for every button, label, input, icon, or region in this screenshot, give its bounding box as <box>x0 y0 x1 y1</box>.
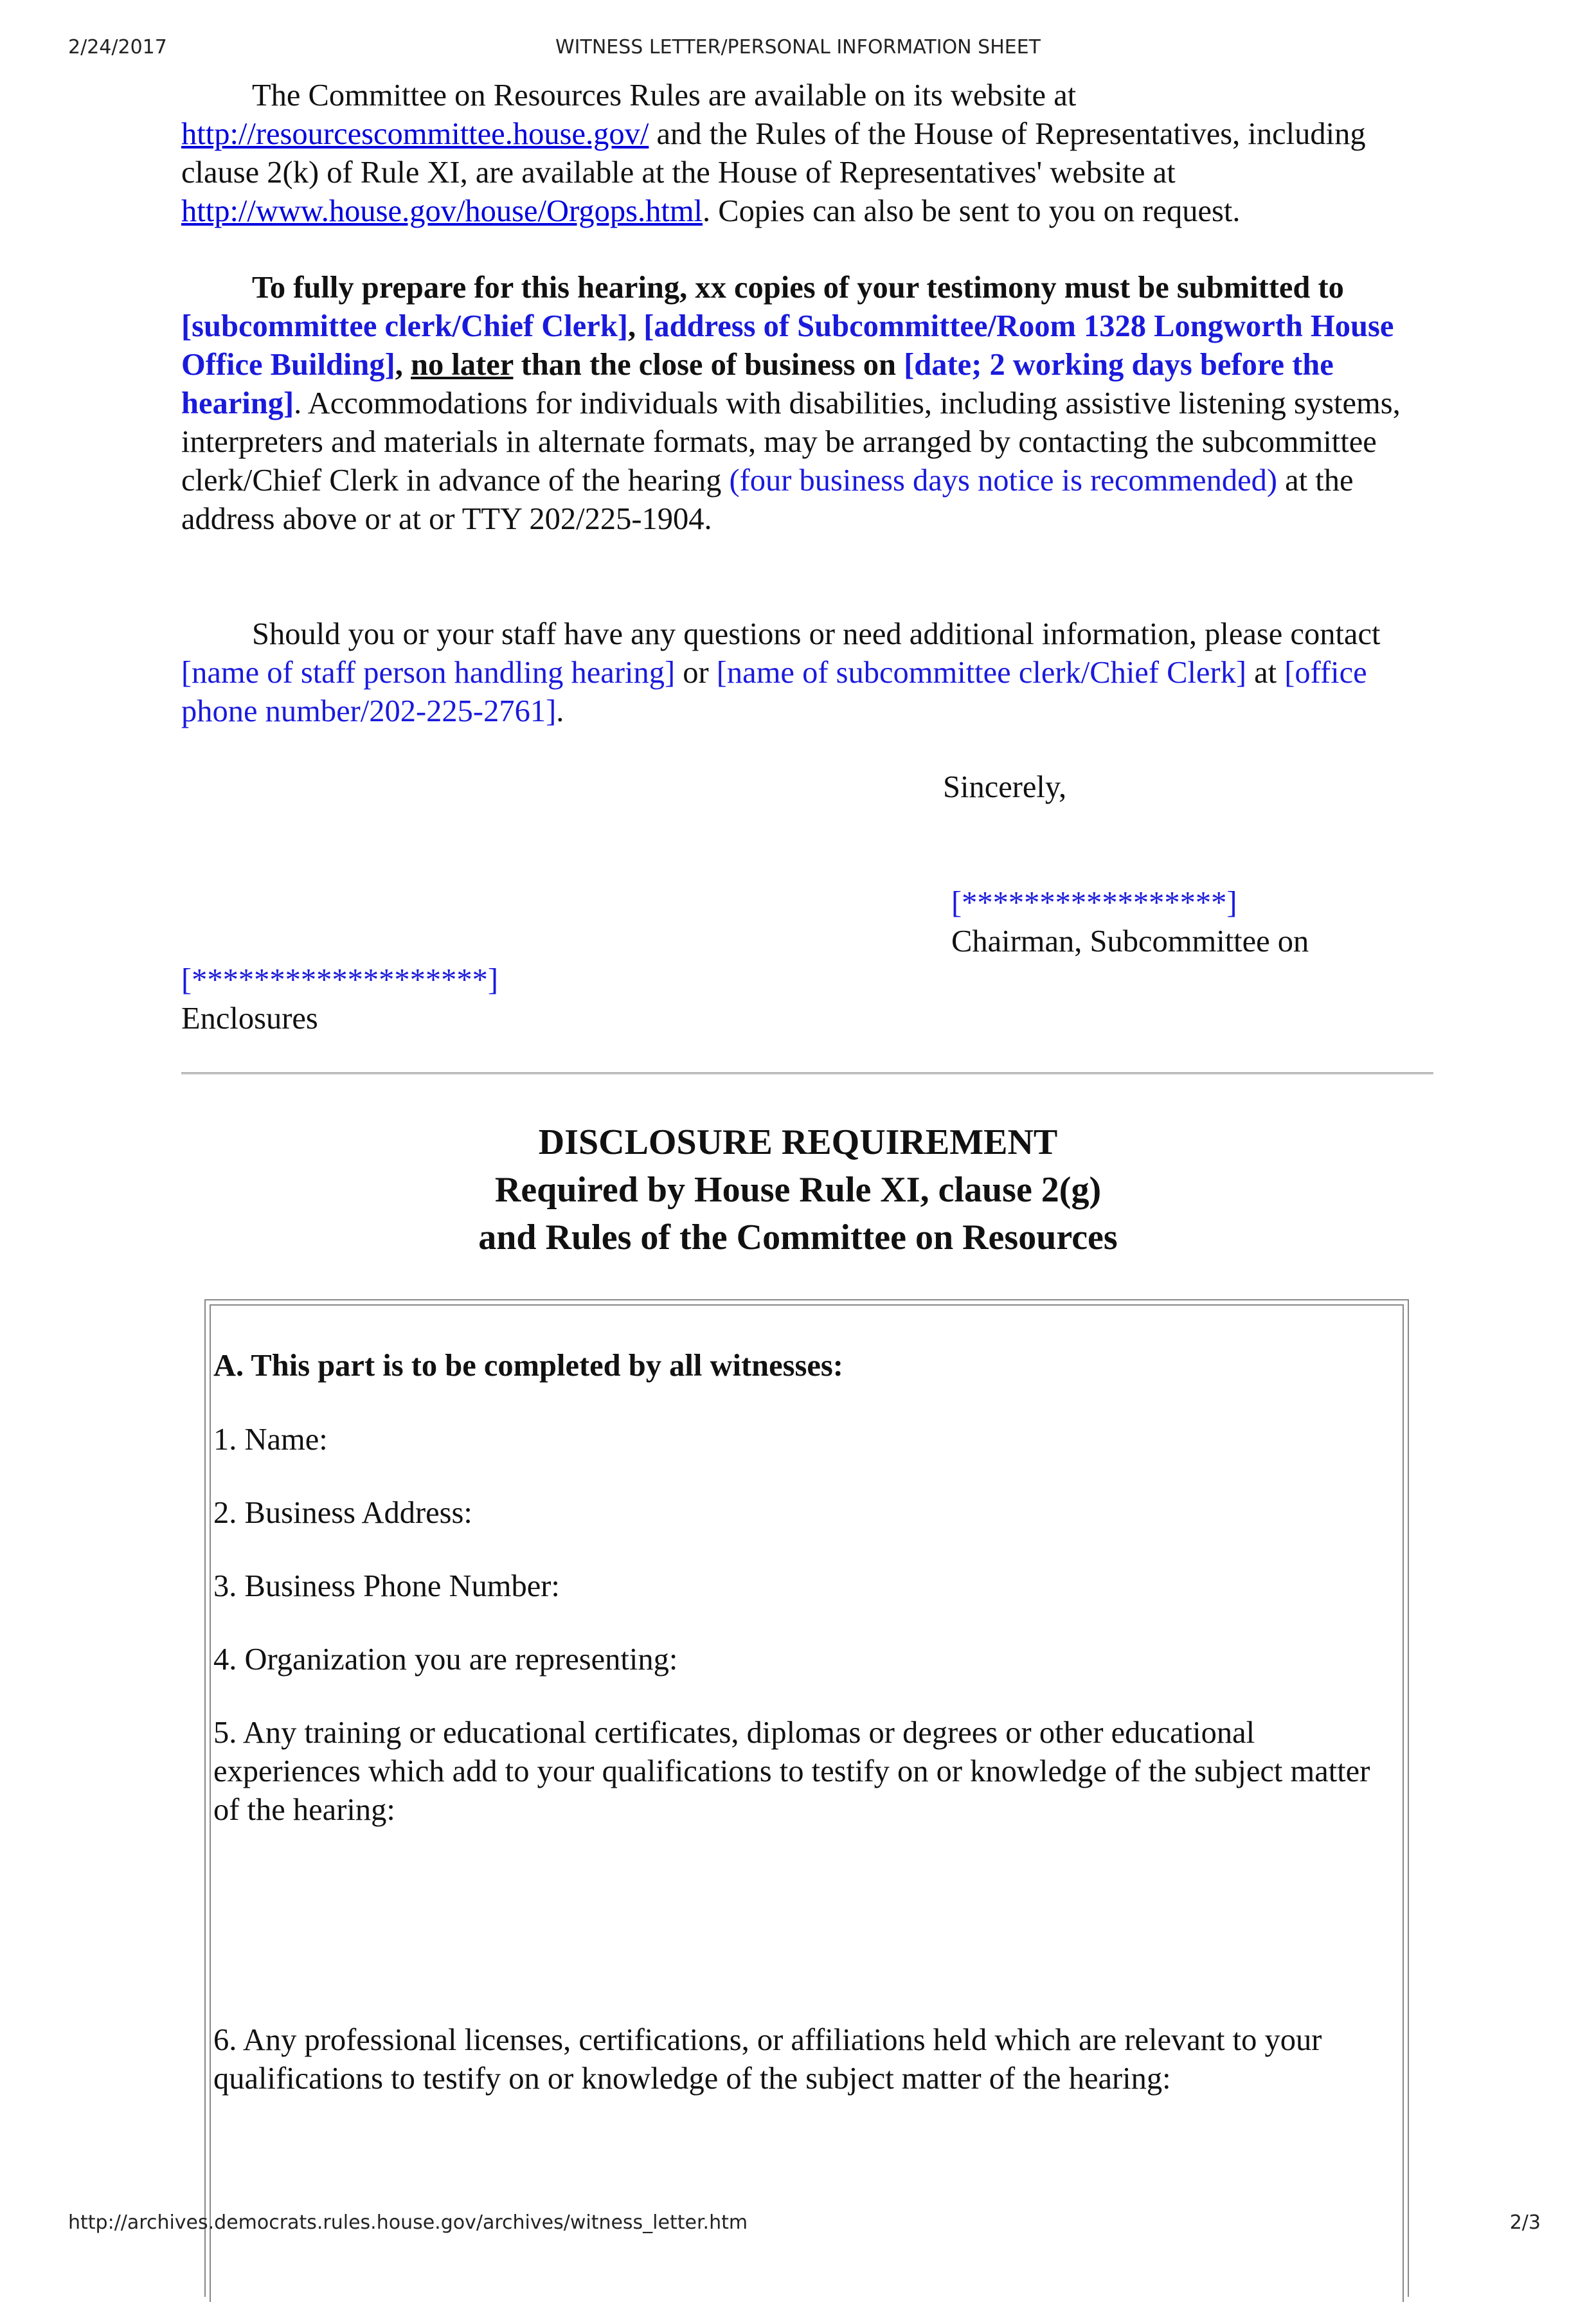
rules-text-1: The Committee on Resources Rules are available on its website at <box>252 78 1077 112</box>
contact-paragraph <box>181 615 1441 731</box>
closing-salutation: Sincerely, <box>943 770 1067 804</box>
staff-person-placeholder: [name of staff person handling hearing] <box>181 656 676 690</box>
testimony-bold-1: To fully prepare for this hearing, xx copies of your testimony must be submitted to <box>252 271 1344 305</box>
enclosures-label: Enclosures <box>181 1002 318 1036</box>
rules-text-3: . Copies can also be sent to you on request. <box>703 194 1241 228</box>
contact-text-1: Should you or your staff have any questions or need additional information, please contact <box>252 617 1381 651</box>
notice-recommendation: (four business days notice is recommended) <box>729 463 1278 498</box>
header-date: 2/24/2017 <box>68 36 167 58</box>
header-title: WITNESS LETTER/PERSONAL INFORMATION SHEET <box>555 36 1041 58</box>
organization-label: 4. Organization you are representing: <box>213 1642 678 1677</box>
phone-number-placeholder: [office phone number/202-225-2761] <box>181 656 1367 728</box>
name-field-label: 1. Name: <box>213 1423 328 1457</box>
resources-committee-link[interactable]: http://resourcescommittee.house.gov/ <box>181 117 649 151</box>
business-phone-label: 3. Business Phone Number: <box>213 1569 560 1603</box>
disclosure-subtitle-rule: Required by House Rule XI, clause 2(g) <box>494 1170 1102 1210</box>
testimony-bold-2: , <box>627 309 644 343</box>
address-placeholder: [address of Subcommittee/Room 1328 Longworth House Office Building] <box>181 309 1394 382</box>
accommodations-text: . Accommodations for individuals with disabilities, including assistive listening systems, interpreters and materials in alternate formats, may be arranged by contacting the subcommittee clerk/Chief Clerk in advance of the hearing <box>181 386 1401 498</box>
subcommittee-placeholder: [*******************] <box>181 963 499 997</box>
subcommittee-clerk-placeholder: [name of subcommittee clerk/Chief Clerk] <box>716 656 1246 690</box>
contact-text-2: or <box>675 656 717 690</box>
education-question: 5. Any training or educational certificates, diplomas or degrees or other educational experiences which add to your qualifications to testify on or knowledge of the subject matter of the hearing: <box>213 1716 1370 1827</box>
business-address-label: 2. Business Address: <box>213 1496 472 1530</box>
date-placeholder: [date; 2 working days before the hearing] <box>181 348 1334 420</box>
contact-text-4: . <box>556 694 564 728</box>
footer-page-number: 2/3 <box>1509 2211 1541 2234</box>
signature-title: Chairman, Subcommittee on <box>951 924 1309 958</box>
section-divider <box>181 1072 1433 1075</box>
no-later-underlined: no later <box>411 348 514 382</box>
clerk-placeholder: [subcommittee clerk/Chief Clerk] <box>181 309 628 343</box>
rules-paragraph <box>181 76 1441 231</box>
disclosure-subtitle-committee: and Rules of the Committee on Resources <box>478 1218 1118 1257</box>
disclosure-title: DISCLOSURE REQUIREMENT <box>538 1122 1058 1162</box>
tty-text: at the address above or at or TTY 202/225-1904. <box>181 463 1354 536</box>
contact-text-3: at <box>1246 656 1285 690</box>
house-orgops-link[interactable]: http://www.house.gov/house/Orgops.html <box>181 194 703 228</box>
testimony-bold-3: , <box>395 348 411 382</box>
testimony-paragraph <box>181 269 1441 539</box>
testimony-bold-4: than the close of business on <box>513 348 904 382</box>
signature-placeholder: [*****************] <box>951 886 1237 920</box>
licenses-question: 6. Any professional licenses, certifications, or affiliations held which are relevant to your qualifications to testify on or knowledge of the subject matter of the hearing: <box>213 2023 1322 2096</box>
section-a-heading: A. This part is to be completed by all witnesses: <box>213 1349 843 1383</box>
rules-text-2: and the Rules of the House of Representatives, including clause 2(k) of Rule XI, are available at the House of Representatives' website at <box>181 117 1366 190</box>
footer-url: http://archives.democrats.rules.house.gov/archives/witness_letter.htm <box>68 2211 748 2234</box>
